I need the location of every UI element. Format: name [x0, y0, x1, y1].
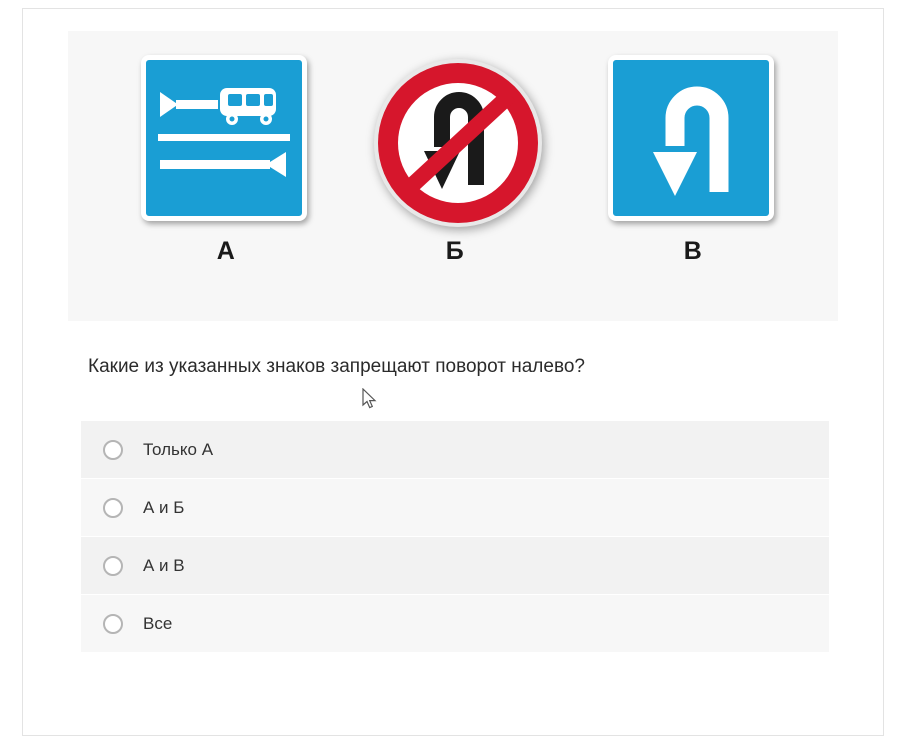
answer-option-3-label: А и В — [143, 555, 185, 575]
radio-button-icon[interactable] — [103, 440, 123, 460]
page-right-edge — [892, 0, 906, 752]
sign-v-image — [608, 55, 778, 225]
radio-button-icon[interactable] — [103, 556, 123, 576]
answer-option-1-label: Только А — [143, 439, 214, 459]
answer-option-2-label: А и Б — [143, 497, 185, 517]
signs-image-panel — [68, 31, 838, 321]
sign-a-label: А — [216, 237, 236, 265]
answer-option-4[interactable] — [81, 595, 829, 653]
answer-option-4-label: Все — [143, 613, 173, 633]
radio-button-icon[interactable] — [103, 498, 123, 518]
sign-b-image — [370, 55, 540, 225]
answer-option-2[interactable] — [81, 479, 829, 537]
sign-a-image — [141, 55, 311, 225]
sign-a-svg — [146, 60, 302, 216]
sign-v-svg — [613, 60, 769, 216]
quiz-card — [22, 8, 884, 736]
signs-row — [68, 31, 838, 321]
answer-option-1[interactable] — [81, 421, 829, 479]
sign-v-label: В — [683, 237, 703, 265]
u-turn-mandatory-icon — [608, 55, 774, 221]
no-u-turn-icon — [370, 55, 546, 231]
answer-option-3[interactable] — [81, 537, 829, 595]
radio-button-icon[interactable] — [103, 614, 123, 634]
answer-options-list — [81, 421, 829, 653]
one-way-road-with-bus-lane-icon — [141, 55, 307, 221]
sign-option-a — [126, 55, 326, 266]
sign-b-label: Б — [445, 237, 465, 265]
question-text: Какие из указанных знаков запрещают поворот налево? — [88, 356, 585, 377]
sign-option-b — [355, 55, 555, 266]
sign-option-v — [593, 55, 793, 266]
